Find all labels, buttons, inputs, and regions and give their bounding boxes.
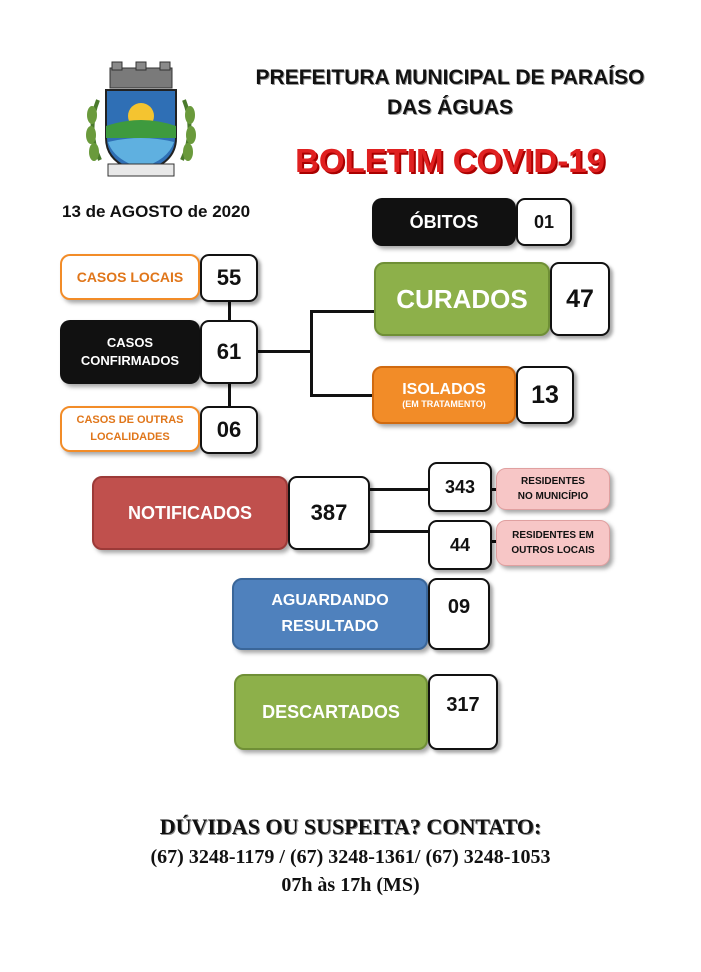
header-title-line2: DAS ÁGUAS <box>386 96 513 119</box>
connector-line <box>310 394 374 397</box>
residentes-outros-value: 44 <box>428 520 492 570</box>
aguardando-label-line2: RESULTADO <box>281 618 379 635</box>
notificados-label: NOTIFICADOS <box>92 476 288 550</box>
contact-hours: 07h às 17h (MS) <box>281 874 420 896</box>
residentes-municipio-label <box>496 468 610 510</box>
bulletin-title: BOLETIM COVID-19 <box>295 142 605 179</box>
isolados-value: 13 <box>516 366 574 424</box>
connector-line <box>228 300 231 322</box>
connector-line <box>310 310 313 396</box>
casos-locais-label: CASOS LOCAIS <box>60 254 200 300</box>
casos-confirmados-value: 61 <box>200 320 258 384</box>
casos-outras-value: 06 <box>200 406 258 454</box>
casos-outras-label <box>60 406 200 452</box>
casos-confirmados-label-line1: CASOS <box>106 335 154 350</box>
connector-line <box>310 310 374 313</box>
casos-confirmados-label-line2: CONFIRMADOS <box>80 353 180 368</box>
casos-locais-value: 55 <box>200 254 258 302</box>
connector-line <box>256 350 312 353</box>
notificados-value: 387 <box>288 476 370 550</box>
residentes-outros-label-line1: RESIDENTES EM <box>512 530 594 541</box>
aguardando-label <box>232 578 428 650</box>
isolados-label-main: ISOLADOS <box>402 381 486 398</box>
isolados-label-sub: (EM TRATAMENTO) <box>402 399 486 409</box>
connector-line <box>370 488 428 491</box>
aguardando-value: 09 <box>428 578 490 650</box>
crest-icon <box>78 60 204 180</box>
curados-label: CURADOS <box>374 262 550 336</box>
descartados-value: 317 <box>428 674 498 750</box>
obitos-label: ÓBITOS <box>372 198 516 246</box>
header-title-line1: PREFEITURA MUNICIPAL DE PARAÍSO <box>255 66 645 89</box>
descartados-label: DESCARTADOS <box>234 674 428 750</box>
residentes-outros-label <box>496 520 610 566</box>
obitos-value: 01 <box>516 198 572 246</box>
casos-outras-label-line2: LOCALIDADES <box>90 431 170 443</box>
residentes-municipio-label-line1: RESIDENTES <box>521 476 585 487</box>
connector-line <box>370 530 428 533</box>
bulletin-date: 13 de AGOSTO de 2020 <box>62 202 251 221</box>
residentes-municipio-value: 343 <box>428 462 492 512</box>
contact-heading: DÚVIDAS OU SUSPEITA? CONTATO: <box>159 814 542 839</box>
casos-outras-label-line1: CASOS DE OUTRAS <box>76 414 184 426</box>
municipal-crest <box>78 60 204 180</box>
connector-line <box>228 384 231 408</box>
isolados-label <box>372 366 516 424</box>
curados-value: 47 <box>550 262 610 336</box>
residentes-outros-label-line2: OUTROS LOCAIS <box>511 545 595 556</box>
casos-confirmados-label <box>60 320 200 384</box>
residentes-municipio-label-line2: NO MUNICÍPIO <box>517 491 589 502</box>
aguardando-label-line1: AGUARDANDO <box>271 592 389 609</box>
contact-phones: (67) 3248-1179 / (67) 3248-1361/ (67) 3248-1053 <box>150 846 551 868</box>
